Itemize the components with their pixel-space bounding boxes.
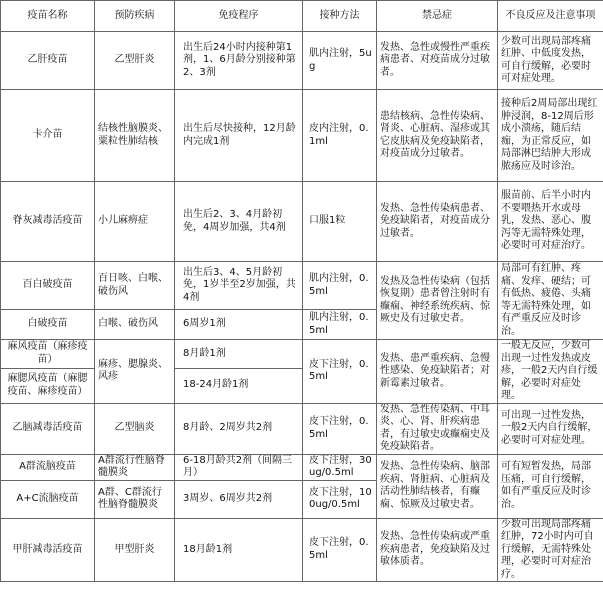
adverse-reactions: 一般无反应，少数可出现一过性发热或皮疹，一般2天内自行缓解，必要时对症处理。 bbox=[498, 340, 603, 404]
prevented-disease: A群流行性脑脊髓膜炎 bbox=[95, 454, 175, 480]
vaccine-name: 百白破疫苗 bbox=[1, 262, 95, 310]
injection-method: 肌内注射，5ug bbox=[303, 32, 377, 90]
contraindications: 发热、急性传染病或严重疾病患者，免疫缺陷及过敏体质者。 bbox=[377, 518, 498, 582]
adverse-reactions: 可出现一过性发热，一般2天内自行缓解，必要时可对症处理。 bbox=[498, 403, 603, 454]
adverse-reactions: 可有短暂发热，局部压痛，可自行缓解，如有严重反应及时诊治。 bbox=[498, 454, 603, 518]
adverse-reactions: 接种后2周局部出现红肿浸润，8-12周后形成小溃疡，随后结痂，为正常反应，如局部淋巴结肿大形成脓疡应及时诊治。 bbox=[498, 90, 603, 182]
immunization-schedule: 出生后尽快接种，12月龄内完成1剂 bbox=[175, 90, 303, 182]
header-disease: 预防疾病 bbox=[95, 1, 175, 32]
header-schedule: 免疫程序 bbox=[175, 1, 303, 32]
prevented-disease: 甲型肝炎 bbox=[95, 518, 175, 582]
immunization-schedule: 3周岁、6周岁共2剂 bbox=[175, 480, 303, 518]
table-row bbox=[1, 182, 603, 262]
contraindications: 患结核病、急性传染病、肾炎、心脏病、湿疹或其它皮肤病及免疫缺陷者，对疫苗成分过敏者。 bbox=[377, 90, 498, 182]
header-reactions: 不良反应及注意事项 bbox=[498, 1, 603, 32]
vaccine-name: A+C流脑疫苗 bbox=[1, 480, 95, 518]
contraindications: 发热、急性传染病、中耳炎、心、肾、肝疾病患者，有过敏史或癫痫史及免疫缺陷者。 bbox=[377, 403, 498, 454]
prevented-disease: 乙型脑炎 bbox=[95, 403, 175, 454]
header-method: 接种方法 bbox=[303, 1, 377, 32]
vaccine-name: 卡介苗 bbox=[1, 90, 95, 182]
vaccine-name: 脊灰减毒活疫苗 bbox=[1, 182, 95, 262]
contraindications: 发热、急性传染病、脑部疾病、肾脏病、心脏病及活动性肺结核者，有癫痫、惊厥及过敏史者。 bbox=[377, 454, 498, 518]
immunization-schedule: 18月龄1剂 bbox=[175, 518, 303, 582]
injection-method: 皮内注射，0.1ml bbox=[303, 90, 377, 182]
table-row bbox=[1, 340, 603, 369]
table-row bbox=[1, 262, 603, 310]
injection-method: 肌内注射，0.5ml bbox=[303, 262, 377, 310]
adverse-reactions: 少数可出现局部疼痛红肿、中低度发热，可自行缓解，必要时可对症处理。 bbox=[498, 32, 603, 90]
injection-method: 皮下注射，0.5ml bbox=[303, 340, 377, 404]
injection-method: 皮下注射，30ug/0.5ml bbox=[303, 454, 377, 480]
injection-method: 皮下注射，0.5ml bbox=[303, 403, 377, 454]
immunization-schedule: 6-18月龄共2剂（间隔三月） bbox=[175, 454, 303, 480]
prevented-disease: 百日咳、白喉、破伤风 bbox=[95, 262, 175, 310]
header-vaccine-name: 疫苗名称 bbox=[1, 1, 95, 32]
table-row bbox=[1, 454, 603, 480]
immunization-schedule: 18-24月龄1剂 bbox=[175, 368, 303, 403]
vaccine-name: 麻腮风疫苗（麻腮疫苗、麻疹疫苗） bbox=[1, 368, 95, 403]
table-row bbox=[1, 518, 603, 582]
vaccine-name: 乙脑减毒活疫苗 bbox=[1, 403, 95, 454]
immunization-schedule: 6周岁1剂 bbox=[175, 310, 303, 340]
table-row bbox=[1, 90, 603, 182]
prevented-disease: 结核性脑膜炎、粟粒性肺结核 bbox=[95, 90, 175, 182]
contraindications: 发热、患严重疾病、急慢性感染、免疫缺陷者；对新霉素过敏者。 bbox=[377, 340, 498, 404]
contraindications: 发热及急性传染病（包括恢复期）患者曾注射时有癫痫、神经系统疾病、惊厥史及有过敏史者。 bbox=[377, 262, 498, 340]
immunization-schedule: 出生后24小时内接种第1剂，1、6月龄分别接种第2、3剂 bbox=[175, 32, 303, 90]
vaccine-name: A群流脑疫苗 bbox=[1, 454, 95, 480]
adverse-reactions: 少数可出现局部疼痛红肿，72小时内可自行缓解，无需特殊处理，必要时可对症治疗。 bbox=[498, 518, 603, 582]
vaccine-name: 乙肝疫苗 bbox=[1, 32, 95, 90]
adverse-reactions: 局部可有红肿、疼痛、发痒、硬结；可有低热、疲倦、头痛等无需特殊处理，如有严重反应及时诊治。 bbox=[498, 262, 603, 340]
immunization-schedule: 8月龄1剂 bbox=[175, 340, 303, 369]
adverse-reactions: 服苗前、后半小时内不要喂热开水或母乳，发热、恶心、腹泻等无需特殊处理，必要时可对症治疗。 bbox=[498, 182, 603, 262]
injection-method: 皮下注射，100ug/0.5ml bbox=[303, 480, 377, 518]
injection-method: 肌内注射，0.5ml bbox=[303, 310, 377, 340]
prevented-disease: 小儿麻痹症 bbox=[95, 182, 175, 262]
header-row bbox=[1, 1, 603, 32]
immunization-schedule: 出生后2、3、4月龄初免，4周岁加强，共4剂 bbox=[175, 182, 303, 262]
prevented-disease: 白喉、破伤风 bbox=[95, 310, 175, 340]
vaccine-name: 甲肝减毒活疫苗 bbox=[1, 518, 95, 582]
immunization-schedule: 出生后3、4、5月龄初免，1岁半至2岁加强，共4剂 bbox=[175, 262, 303, 310]
immunization-schedule: 8月龄、2周岁共2剂 bbox=[175, 403, 303, 454]
vaccine-name: 麻风疫苗（麻疹疫苗） bbox=[1, 340, 95, 369]
contraindications: 发热、急性传染病患者、免疫缺陷者，对疫苗成分过敏者。 bbox=[377, 182, 498, 262]
table-row bbox=[1, 32, 603, 90]
header-contraindications: 禁忌症 bbox=[377, 1, 498, 32]
prevented-disease: A群、C群流行性脑脊髓膜炎 bbox=[95, 480, 175, 518]
contraindications: 发热、急性或慢性严重疾病患者、对疫苗成分过敏者。 bbox=[377, 32, 498, 90]
injection-method: 口服1粒 bbox=[303, 182, 377, 262]
table-row bbox=[1, 403, 603, 454]
prevented-disease: 麻疹、腮腺炎、风疹 bbox=[95, 340, 175, 404]
vaccine-name: 白破疫苗 bbox=[1, 310, 95, 340]
injection-method: 皮下注射，0.5ml bbox=[303, 518, 377, 582]
prevented-disease: 乙型肝炎 bbox=[95, 32, 175, 90]
